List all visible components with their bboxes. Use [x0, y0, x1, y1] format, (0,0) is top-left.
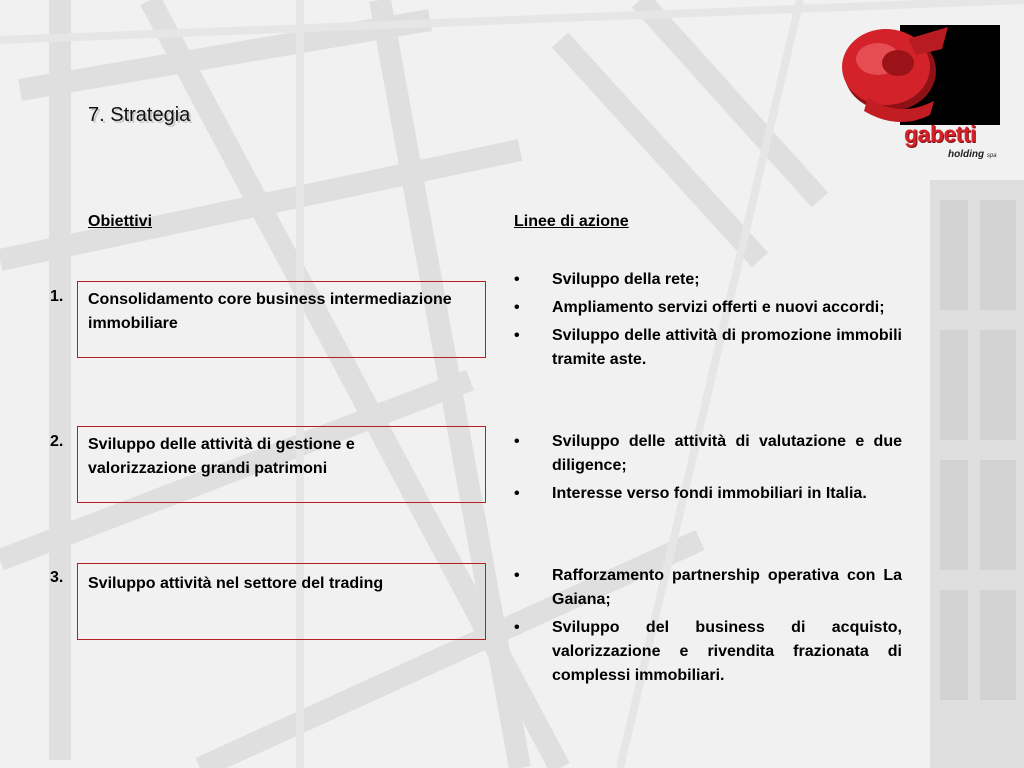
bullet-icon: • — [514, 485, 520, 502]
action-item — [514, 616, 902, 688]
bullet-icon: • — [514, 299, 520, 316]
logo-sub-label: holding — [948, 149, 985, 160]
objective-number: 1. — [50, 288, 64, 305]
bullet-icon: • — [514, 433, 520, 450]
action-item — [514, 564, 902, 612]
action-item — [514, 268, 902, 292]
action-item — [514, 430, 902, 478]
logo-sub-small: spa — [986, 153, 997, 159]
bullet-icon: • — [514, 567, 520, 584]
objectives-heading: Obiettivi — [88, 213, 153, 230]
action-group-3 — [514, 564, 902, 692]
bullet-icon: • — [514, 327, 520, 344]
action-item-text: Rafforzamento partnership operativa con La Gaiana; — [552, 567, 902, 608]
action-item — [514, 324, 902, 372]
logo-brand-text: gabetti — [904, 121, 976, 147]
objective-number: 2. — [50, 433, 64, 450]
bullet-icon: • — [514, 271, 520, 288]
action-item-text: Sviluppo del business di acquisto, valorizzazione e rivendita frazionata di complessi immobiliari. — [552, 619, 902, 684]
bullet-icon: • — [514, 619, 520, 636]
slide-title: 7. Strategia — [88, 104, 191, 126]
objective-text: Sviluppo delle attività di gestione e valorizzazione grandi patrimoni — [88, 436, 355, 477]
logo-g-icon — [838, 19, 958, 131]
action-item-text: Interesse verso fondi immobiliari in Italia. — [552, 485, 867, 502]
action-item-text: Ampliamento servizi offerti e nuovi accordi; — [552, 299, 885, 316]
company-logo — [830, 15, 1010, 175]
action-item — [514, 482, 902, 506]
action-item-text: Sviluppo della rete; — [552, 271, 700, 288]
objective-text: Consolidamento core business intermediazione immobiliare — [88, 291, 452, 332]
objective-text: Sviluppo attività nel settore del trading — [88, 575, 384, 592]
action-group-1 — [514, 268, 902, 376]
action-item-text: Sviluppo delle attività di promozione immobili tramite aste. — [552, 327, 902, 368]
objective-number: 3. — [50, 569, 64, 586]
action-item-text: Sviluppo delle attività di valutazione e due diligence; — [552, 433, 902, 474]
actions-heading: Linee di azione — [514, 213, 629, 230]
action-item — [514, 296, 902, 320]
action-group-2 — [514, 430, 902, 510]
logo-sub-text — [948, 149, 997, 160]
